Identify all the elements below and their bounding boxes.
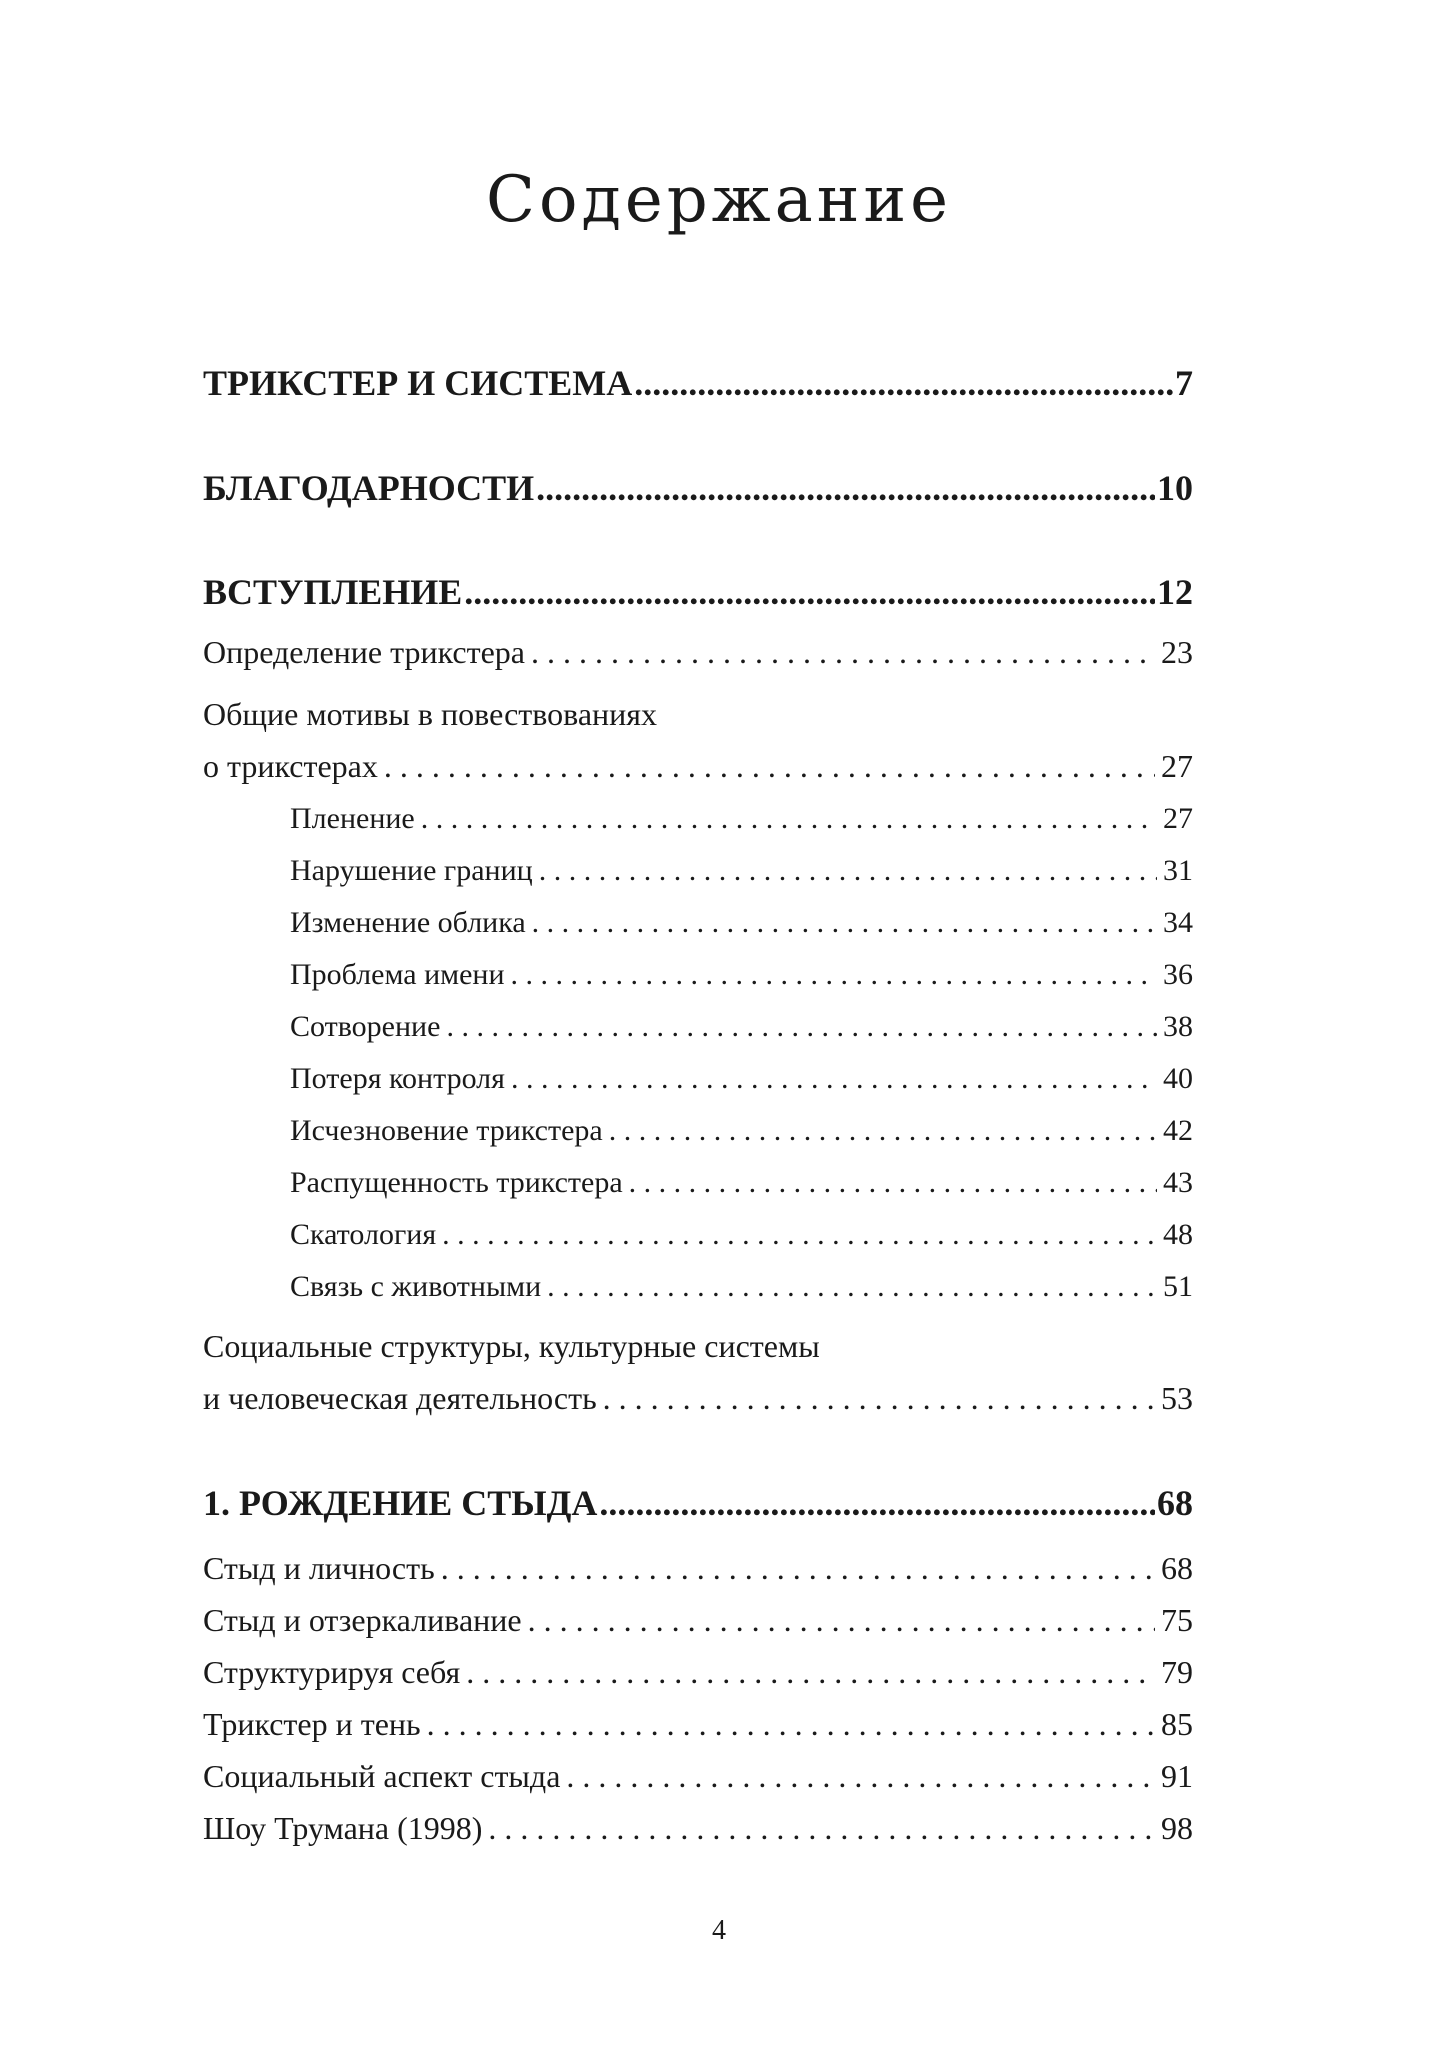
toc-section[interactable] — [203, 634, 1193, 671]
toc-page: 40 — [1163, 1062, 1193, 1095]
dot-leader — [528, 1602, 1155, 1639]
toc-label: Социальный аспект стыда — [203, 1758, 561, 1794]
dot-leader — [603, 1380, 1155, 1417]
toc-page: 7 — [1175, 363, 1193, 403]
toc-label: Структурируя себя — [203, 1654, 461, 1690]
toc-label: и человеческая деятельность — [203, 1380, 597, 1416]
toc-page: 68 — [1157, 1483, 1193, 1523]
dot-leader — [547, 1270, 1157, 1304]
toc-page: 34 — [1163, 906, 1193, 939]
toc-label: Определение трикстера — [203, 634, 525, 670]
toc-page: 23 — [1161, 634, 1193, 670]
dot-leader — [566, 1758, 1155, 1795]
toc-page: 10 — [1157, 468, 1193, 508]
dot-leader — [384, 748, 1155, 785]
toc-label: Потеря контроля — [290, 1062, 505, 1095]
toc-subsection[interactable] — [290, 1270, 1193, 1304]
toc-section[interactable] — [203, 1602, 1193, 1639]
toc-label: Сотворение — [290, 1010, 441, 1043]
toc-label: Стыд и отзеркаливание — [203, 1602, 522, 1638]
toc-label: ВСТУПЛЕНИЕ — [203, 572, 463, 612]
toc-page: 12 — [1157, 572, 1193, 612]
dot-leader — [532, 906, 1157, 940]
dot-leader — [427, 1706, 1155, 1743]
toc-label: Пленение — [290, 802, 415, 835]
dot-leader — [442, 1218, 1157, 1252]
toc-chapter[interactable] — [203, 571, 1193, 613]
toc-label: Шоу Трумана (1998) — [203, 1810, 483, 1846]
toc-label: 1. РОЖДЕНИЕ СТЫДА — [203, 1483, 598, 1523]
dot-leader — [441, 1550, 1155, 1587]
toc-label: Трикстер и тень — [203, 1706, 421, 1742]
toc-label: Распущенность трикстера — [290, 1166, 623, 1199]
toc-page: 75 — [1161, 1602, 1193, 1638]
toc-subsection[interactable] — [290, 1166, 1193, 1200]
toc-chapter[interactable] — [203, 467, 1193, 509]
toc-page: 31 — [1163, 854, 1193, 887]
dot-leader — [609, 1114, 1157, 1148]
toc-chapter[interactable] — [203, 362, 1193, 404]
dot-leader — [511, 958, 1157, 992]
dot-leader — [466, 1654, 1155, 1691]
dot-leader — [629, 1166, 1157, 1200]
toc-section[interactable] — [203, 748, 1193, 785]
toc-label: Связь с животными — [290, 1270, 542, 1303]
toc-section[interactable] — [203, 1810, 1193, 1847]
toc-label: Исчезновение трикстера — [290, 1114, 603, 1147]
dot-leader — [511, 1062, 1157, 1096]
toc-section-line[interactable]: Общие мотивы в повествованиях — [203, 696, 657, 732]
toc-section[interactable] — [203, 1758, 1193, 1795]
dot-leader — [531, 634, 1155, 671]
toc-subsection[interactable] — [290, 1218, 1193, 1252]
toc-page: 51 — [1163, 1270, 1193, 1303]
dot-leader — [634, 362, 1173, 404]
toc-page: 91 — [1161, 1758, 1193, 1794]
toc-subsection[interactable] — [290, 854, 1193, 888]
toc-page: 85 — [1161, 1706, 1193, 1742]
toc-subsection[interactable] — [290, 1114, 1193, 1148]
toc-label: Проблема имени — [290, 958, 505, 991]
toc-section[interactable] — [203, 1654, 1193, 1691]
dot-leader — [421, 802, 1157, 836]
toc-subsection[interactable] — [290, 958, 1193, 992]
toc-section-line[interactable]: Социальные структуры, культурные системы — [203, 1328, 820, 1364]
toc-label: БЛАГОДАРНОСТИ — [203, 468, 535, 508]
toc-page: 48 — [1163, 1218, 1193, 1251]
dot-leader — [488, 1810, 1155, 1847]
toc-section[interactable] — [203, 1550, 1193, 1587]
toc-label: Скатология — [290, 1218, 437, 1251]
toc-section[interactable] — [203, 1706, 1193, 1743]
dot-leader — [536, 467, 1155, 509]
page-title: Содержание — [486, 163, 952, 237]
toc-label: о трикстерах — [203, 748, 378, 784]
dot-leader — [446, 1010, 1157, 1044]
toc-page: 42 — [1163, 1114, 1193, 1147]
toc-subsection[interactable] — [290, 906, 1193, 940]
toc-page: 36 — [1163, 958, 1193, 991]
toc-page: 43 — [1163, 1166, 1193, 1199]
dot-leader — [539, 854, 1157, 888]
toc-label: Стыд и личность — [203, 1550, 435, 1586]
toc-label: ТРИКСТЕР И СИСТЕМА — [203, 363, 633, 403]
toc-section[interactable] — [203, 1380, 1193, 1417]
toc-page: 98 — [1161, 1810, 1193, 1846]
toc-chapter[interactable] — [203, 1482, 1193, 1524]
dot-leader — [599, 1482, 1155, 1524]
toc-page: 53 — [1161, 1380, 1193, 1416]
toc-subsection[interactable] — [290, 1010, 1193, 1044]
toc-subsection[interactable] — [290, 1062, 1193, 1096]
toc-page: 38 — [1163, 1010, 1193, 1043]
toc-page: 79 — [1161, 1654, 1193, 1690]
toc-page: 27 — [1161, 748, 1193, 784]
toc-page: 27 — [1163, 802, 1193, 835]
toc-label: Нарушение границ — [290, 854, 533, 887]
dot-leader — [464, 571, 1155, 613]
toc-label: Изменение облика — [290, 906, 526, 939]
page-number: 4 — [712, 1915, 726, 1946]
toc-page: 68 — [1161, 1550, 1193, 1586]
toc-subsection[interactable] — [290, 802, 1193, 836]
